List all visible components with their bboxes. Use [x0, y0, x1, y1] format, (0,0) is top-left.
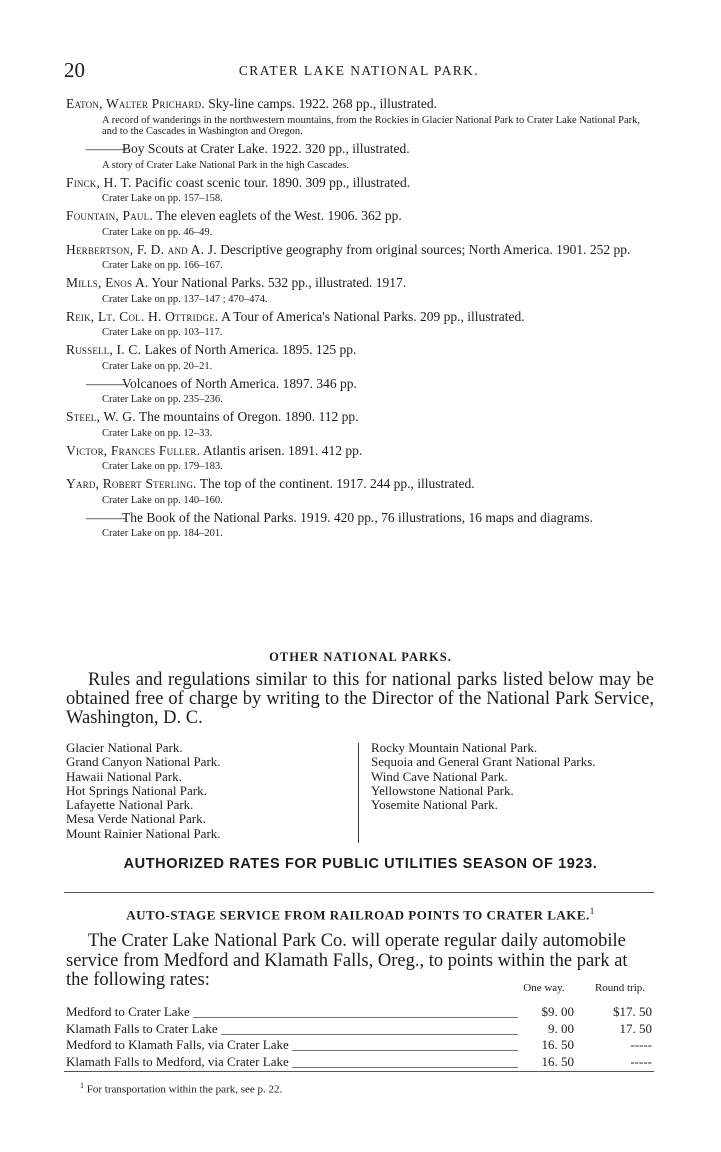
entry-author: Steel, W. G. [66, 409, 136, 424]
rate-one-cell: 16. 50 [518, 1054, 574, 1071]
entry-citation [66, 175, 654, 192]
entry-author: Victor, Frances Fuller. [66, 442, 201, 458]
entry-title: The mountains of Oregon. 1890. 112 pp. [135, 409, 359, 424]
entry-note: A story of Crater Lake National Park in the high Cascades. [102, 159, 349, 171]
entry-author: Eaton, Walter Prichard. [66, 96, 205, 111]
entry-note: Crater Lake on pp. 157–158. [102, 193, 223, 204]
entry-citation [66, 141, 654, 158]
entry-author: Herbertson, F. D. and A. J. [66, 241, 217, 257]
page-number: 20 [64, 58, 85, 82]
rate-row [66, 1037, 654, 1054]
entry-citation [66, 309, 654, 326]
section-rule [64, 892, 654, 893]
rate-row [66, 1021, 654, 1038]
other-parks-list [66, 741, 654, 846]
col-head-one-way: One way. [523, 982, 565, 994]
entry-note: Crater Lake on pp. 12–33. [102, 427, 213, 439]
entry-citation [66, 510, 654, 527]
entry-note: A record of wanderings in the northwestern mountains, from the Rockies in Glacier National Park to Crater Lake National Park, and to the Cascades in Washington and Oregon. [102, 114, 640, 137]
other-parks-intro: Rules and regulations similar to this for national parks listed below may be obtained free of charge by writing to the Director of the National Park Service, Washington, D. C. [66, 670, 654, 728]
entry-citation [66, 275, 654, 292]
park-item: Hot Springs National Park. [66, 782, 207, 798]
entry-title: The Book of the National Parks. 1919. 420 pp., 76 illustrations, 16 maps and diagrams. [122, 509, 593, 525]
entry-title: Pacific coast scenic tour. 1890. 309 pp., illustrated. [131, 174, 411, 190]
entry-note: Crater Lake on pp. 166–167. [102, 260, 223, 271]
park-item: Glacier National Park. [66, 740, 183, 755]
bibliography-entry [66, 208, 654, 238]
entry-citation [66, 342, 654, 359]
rate-route-cell: Klamath Falls to Medford, via Crater Lake _____ [66, 1054, 526, 1071]
bibliography-entry [66, 309, 654, 339]
entry-note: Crater Lake on pp. 179–183. [102, 461, 223, 472]
bibliography-entry [66, 476, 654, 506]
entry-note: Crater Lake on pp. 20–21. [102, 360, 213, 372]
park-item: Wind Cave National Park. [371, 768, 508, 784]
entry-author: Yard, Robert Sterling. [66, 476, 197, 491]
footnote-rule [64, 1071, 654, 1072]
entry-citation [66, 208, 654, 225]
entry-title: A Tour of America's National Parks. 209 pp., illustrated. [218, 308, 525, 324]
entry-note: Crater Lake on pp. 103–117. [102, 327, 223, 338]
entry-title: Boy Scouts at Crater Lake. 1922. 320 pp., illustrated. [122, 141, 410, 156]
entry-citation [66, 96, 654, 113]
parks-column-right [371, 741, 654, 812]
rate-one-cell: 16. 50 [518, 1037, 574, 1054]
rate-round-cell: 17. 50 [619, 1020, 652, 1036]
park-item: Yosemite National Park. [371, 797, 498, 813]
bibliography-entry [66, 376, 654, 406]
bibliography-entry [66, 510, 654, 540]
entry-author: Reik, Lt. Col. H. Ottridge. [66, 308, 219, 324]
park-item: Sequoia and General Grant National Parks. [371, 754, 596, 770]
entry-title: Sky-line camps. 1922. 268 pp., illustrated. [204, 96, 437, 111]
entry-author: Russell, I. C. [66, 342, 142, 357]
rate-row [66, 1004, 654, 1021]
entry-title: Your National Parks. 532 pp., illustrated. 1917. [148, 275, 407, 290]
entry-citation [66, 409, 654, 426]
bibliography-entry [66, 141, 654, 171]
bibliography-entry [66, 175, 654, 205]
footnote-mark: 1 [80, 1081, 84, 1090]
running-head: CRATER LAKE NATIONAL PARK. [238, 63, 480, 78]
auto-stage-intro: The Crater Lake National Park Co. will operate regular daily automobile service from Medford and Klamath Falls, Oreg., to points within the park at the following rates: [66, 931, 628, 990]
parks-column-left [66, 741, 336, 841]
bibliography-list [66, 96, 654, 540]
rate-row [66, 1054, 654, 1071]
entry-note: Crater Lake on pp. 235–236. [102, 394, 223, 405]
entry-citation [66, 476, 654, 493]
rate-round-cell: ----- [630, 1053, 652, 1069]
park-item: Hawaii National Park. [66, 768, 182, 784]
rates-table [66, 1004, 654, 1070]
entry-author: Mills, Enos A. [66, 275, 149, 290]
bibliography-entry [66, 409, 654, 439]
footnote-ref: 1 [589, 906, 595, 916]
footnote-text: For transportation within the park, see p. 22. [84, 1083, 283, 1096]
park-item: Mesa Verde National Park. [66, 811, 206, 827]
entry-title: Atlantis arisen. 1891. 412 pp. [200, 442, 363, 458]
park-item: Lafayette National Park. [66, 797, 194, 813]
other-parks-title: OTHER NATIONAL PARKS. [269, 650, 452, 664]
rate-round-cell: ----- [630, 1037, 652, 1052]
footnote [80, 1081, 282, 1096]
entry-note: Crater Lake on pp. 46–49. [102, 226, 213, 238]
entry-note: Crater Lake on pp. 140–160. [102, 494, 223, 506]
entry-title: Volcanoes of North America. 1897. 346 pp. [122, 375, 357, 391]
rate-one-cell: 9. 00 [518, 1021, 574, 1038]
column-divider [358, 743, 359, 843]
park-item: Rocky Mountain National Park. [371, 740, 538, 755]
bibliography-entry [66, 342, 654, 372]
entry-author: Finck, H. T. [66, 174, 132, 190]
bibliography-entry [66, 443, 654, 473]
ditto-dash: ——— [86, 509, 127, 525]
park-item: Mount Rainier National Park. [66, 825, 221, 841]
entry-title: Descriptive geography from original sources; North America. 1901. 252 pp. [216, 241, 631, 257]
rate-route-cell: Medford to Klamath Falls, via Crater Lake _____ [66, 1037, 526, 1054]
entry-note: Crater Lake on pp. 137–147 ; 470–474. [102, 293, 268, 305]
park-item: Grand Canyon National Park. [66, 754, 221, 770]
park-item: Yellowstone National Park. [371, 782, 514, 798]
entry-author: Fountain, Paul. [66, 208, 153, 223]
entry-citation [66, 376, 654, 393]
entry-note: Crater Lake on pp. 184–201. [102, 528, 223, 539]
rate-one-cell: $9. 00 [518, 1004, 574, 1021]
auto-stage-title-text: AUTO-STAGE SERVICE FROM RAILROAD POINTS TO CRATER LAKE. [126, 907, 590, 923]
page-header [64, 58, 654, 86]
rate-route-cell: Medford to Crater Lake _____ [66, 1004, 526, 1021]
rates-title: AUTHORIZED RATES FOR PUBLIC UTILITIES SEASON OF 1923. [123, 856, 598, 872]
col-head-round-trip: Round trip. [594, 982, 646, 994]
auto-stage-title [0, 906, 721, 923]
rate-round-cell: $17. 50 [613, 1004, 652, 1019]
bibliography-entry [66, 275, 654, 305]
entry-title: The eleven eaglets of the West. 1906. 362 pp. [152, 208, 402, 223]
bibliography-entry [66, 242, 654, 272]
entry-title: Lakes of North America. 1895. 125 pp. [141, 342, 357, 357]
ditto-dash: ——— [86, 375, 127, 391]
entry-title: The top of the continent. 1917. 244 pp., illustrated. [196, 476, 475, 491]
entry-citation [66, 242, 654, 259]
bibliography-entry [66, 96, 654, 138]
rate-route-cell: Klamath Falls to Crater Lake _____ [66, 1021, 526, 1038]
ditto-dash: ——— [86, 141, 127, 156]
entry-citation [66, 443, 654, 460]
